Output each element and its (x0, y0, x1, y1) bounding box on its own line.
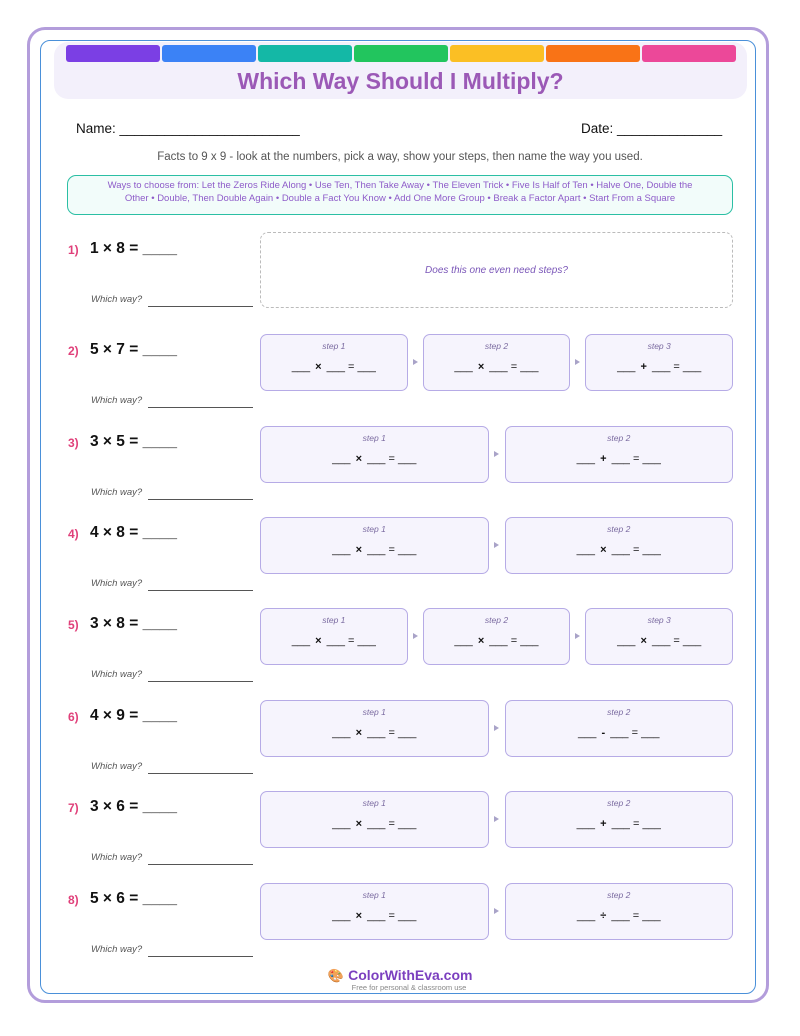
which-way-line[interactable] (148, 407, 253, 408)
palette-icon: 🎨 (327, 968, 344, 983)
which-way-label: Which way? (91, 487, 143, 498)
color-stripes (66, 45, 736, 62)
which-way-label: Which way? (91, 852, 143, 863)
step-blank-equation[interactable]: ___ × ___ = ___ (332, 544, 417, 556)
which-way-line[interactable] (148, 499, 253, 500)
which-way-label: Which way? (91, 761, 143, 772)
step-blank-equation[interactable]: ___ × ___ = ___ (454, 635, 539, 647)
step-label: step 2 (607, 524, 631, 534)
step-box[interactable] (260, 791, 489, 848)
step-arrow-icon (575, 633, 580, 639)
step-box[interactable] (423, 608, 571, 665)
step-operator: + (640, 361, 647, 373)
step-blank-equation[interactable]: ___ × ___ = ___ (291, 635, 376, 647)
step-operator: - (601, 727, 606, 739)
step-box[interactable] (505, 791, 734, 848)
step-operator: × (355, 910, 363, 922)
step-box[interactable] (260, 700, 489, 757)
step-blank-equation[interactable]: ___ × ___ = ___ (291, 361, 376, 373)
date-field[interactable]: Date: ______________ (581, 121, 723, 136)
step-label: step 1 (362, 524, 386, 534)
step-arrow-icon (575, 359, 580, 365)
step-operator: × (315, 361, 322, 373)
step-blank-equation[interactable]: ___ ÷ ___ = ___ (576, 910, 661, 922)
problem-equation[interactable]: 4 × 8 = ____ (90, 524, 178, 541)
step-blank-equation[interactable]: ___ × ___ = ___ (332, 818, 417, 830)
step-box[interactable] (505, 426, 734, 483)
step-blank-equation[interactable]: ___ + ___ = ___ (576, 453, 661, 465)
step-box[interactable] (260, 517, 489, 574)
step-box[interactable] (260, 334, 408, 391)
problem-number: 1) (68, 243, 79, 257)
color-stripe (258, 45, 352, 62)
step-arrow-icon (413, 633, 418, 639)
step-box[interactable] (505, 700, 734, 757)
problem-number: 5) (68, 618, 79, 632)
step-label: step 1 (362, 707, 386, 717)
problem-equation[interactable]: 3 × 5 = ____ (90, 433, 178, 450)
step-blank-equation[interactable]: ___ + ___ = ___ (576, 818, 661, 830)
color-stripe (162, 45, 256, 62)
problem-equation[interactable]: 3 × 6 = ____ (90, 798, 178, 815)
color-stripe (66, 45, 160, 62)
step-blank-equation[interactable]: ___ × ___ = ___ (617, 635, 702, 647)
step-box[interactable] (260, 883, 489, 940)
problem-equation[interactable]: 5 × 7 = ____ (90, 341, 178, 358)
step-label: step 1 (322, 341, 346, 351)
step-label: step 1 (362, 798, 386, 808)
step-blank-equation[interactable]: ___ × ___ = ___ (576, 544, 661, 556)
step-label: step 3 (647, 615, 671, 625)
step-operator: × (600, 544, 607, 556)
which-way-line[interactable] (148, 956, 253, 957)
instructions: Facts to 9 x 9 - look at the numbers, pick a way, show your steps, then name the way you used. (157, 151, 643, 163)
which-way-label: Which way? (91, 578, 143, 589)
step-label: step 1 (362, 433, 386, 443)
problem-equation[interactable]: 1 × 8 = ____ (90, 240, 178, 257)
color-stripe (354, 45, 448, 62)
step-label: step 2 (484, 615, 509, 625)
which-way-label: Which way? (91, 944, 143, 955)
brand-name: ColorWithEva (348, 967, 440, 983)
step-operator: × (355, 727, 363, 739)
step-box[interactable] (505, 517, 734, 574)
step-blank-equation[interactable]: ___ + ___ = ___ (617, 361, 702, 373)
step-blank-equation[interactable]: ___ × ___ = ___ (332, 453, 417, 465)
step-label: step 3 (647, 341, 671, 351)
step-operator: × (355, 818, 363, 830)
problem-number: 2) (68, 344, 79, 358)
which-way-label: Which way? (91, 395, 143, 406)
step-label: step 2 (484, 341, 509, 351)
step-operator: × (640, 635, 647, 647)
problem-equation[interactable]: 4 × 9 = ____ (90, 707, 178, 724)
name-field[interactable]: Name: ________________________ (76, 121, 300, 136)
step-operator: × (355, 544, 363, 556)
step-operator: + (600, 453, 607, 465)
which-way-label: Which way? (91, 669, 143, 680)
step-arrow-icon (494, 908, 499, 914)
step-operator: × (477, 361, 485, 373)
page-title: Which Way Should I Multiply? (237, 68, 564, 94)
problem-number: 6) (68, 710, 79, 724)
problem-number: 3) (68, 436, 79, 450)
step-operator: × (477, 635, 485, 647)
step-label: step 2 (607, 707, 631, 717)
step-box[interactable] (585, 334, 733, 391)
step-blank-equation[interactable]: ___ × ___ = ___ (332, 910, 417, 922)
step-label: step 2 (607, 890, 631, 900)
step-arrow-icon (413, 359, 418, 365)
problem-equation[interactable]: 5 × 6 = ____ (90, 890, 178, 907)
step-operator: + (600, 818, 607, 830)
step-label: step 1 (362, 890, 386, 900)
step-label: step 2 (607, 433, 631, 443)
problem-number: 7) (68, 801, 79, 815)
step-arrow-icon (494, 451, 499, 457)
step-operator: ÷ (600, 910, 607, 922)
brand-suffix: .com (439, 967, 473, 983)
step-box[interactable] (260, 608, 408, 665)
step-label: step 2 (607, 798, 631, 808)
problem-equation[interactable]: 3 × 8 = ____ (90, 615, 178, 632)
step-arrow-icon (494, 816, 499, 822)
which-way-line[interactable] (148, 773, 253, 774)
step-blank-equation[interactable]: ___ - ___ = ___ (578, 727, 660, 739)
which-way-line[interactable] (148, 864, 253, 865)
step-operator: × (315, 635, 322, 647)
step-arrow-icon (494, 542, 499, 548)
step-blank-equation[interactable]: ___ × ___ = ___ (332, 727, 417, 739)
no-steps-note: Does this one even need steps? (425, 264, 568, 276)
which-way-line[interactable] (148, 681, 253, 682)
color-stripe (450, 45, 544, 62)
ways-box: Ways to choose from: Let the Zeros Ride Along • Use Ten, Then Take Away • The Eleven Trick • Five Is Half of Ten • Halve One, Double the Other • Double, Then Double Again • Double a Fact You Know • Add One More Group • Break a Factor Apart • Start From a Square (67, 175, 733, 215)
color-stripe (642, 45, 736, 62)
which-way-line[interactable] (148, 306, 253, 307)
which-way-line[interactable] (148, 590, 253, 591)
step-label: step 1 (322, 615, 346, 625)
step-blank-equation[interactable]: ___ × ___ = ___ (454, 361, 539, 373)
step-arrow-icon (494, 725, 499, 731)
no-steps-box[interactable] (260, 232, 733, 308)
step-box[interactable] (260, 426, 489, 483)
footer (0, 967, 800, 992)
footer-tagline: Free for personal & classroom use (351, 983, 467, 992)
problem-number: 8) (68, 893, 79, 907)
step-box[interactable] (423, 334, 571, 391)
step-operator: × (355, 453, 363, 465)
step-box[interactable] (585, 608, 733, 665)
step-box[interactable] (505, 883, 734, 940)
color-stripe (546, 45, 640, 62)
problem-number: 4) (68, 527, 79, 541)
which-way-label: Which way? (91, 294, 143, 305)
